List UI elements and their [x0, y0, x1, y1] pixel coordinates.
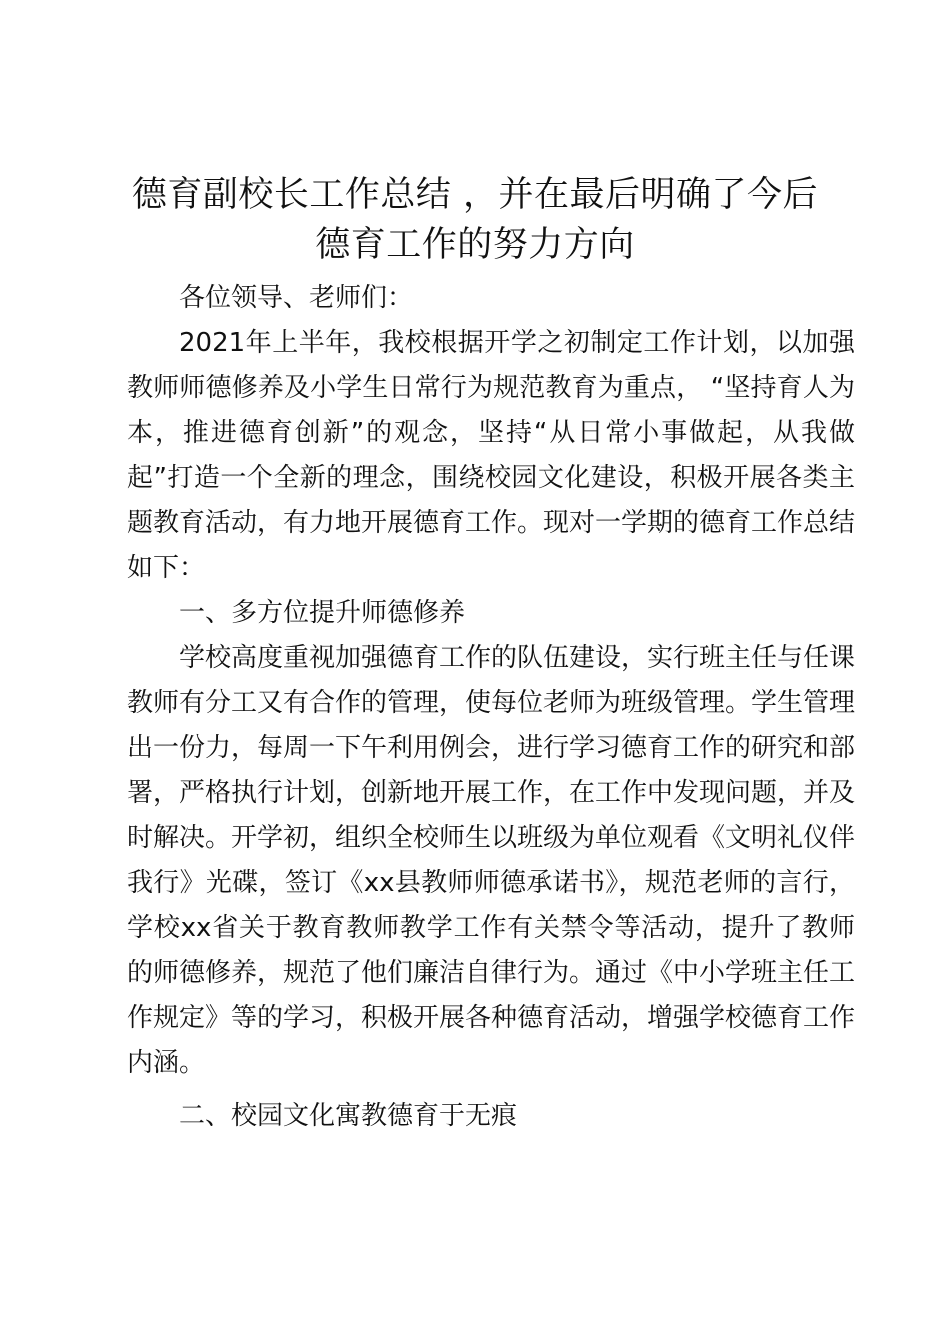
section-heading-1: 一、多方位提升师德修养: [179, 598, 466, 628]
document-body: [127, 276, 855, 1139]
greeting: 各位领导、老师们：: [179, 283, 414, 313]
title-line-2: 德育工作的努力方向: [315, 225, 635, 265]
paragraph-section-1: 学校高度重视加强德育工作的队伍建设，实行班主任与任课教师有分工又有合作的管理，使每位老师为班级管理。学生管理出一份力，每周一下午利用例会，进行学习德育工作的研究和部署，严格执行计划，创新地开展工作，在工作中发现问题，并及时解决。开学初，组织全校师生以班级为单位观看《文明礼仪伴我行》光碟，签订《xx县教师师德承诺书》，规范老师的言行，学校xx省关于教育教师教学工作有关禁令等活动，提升了教师的师德修养，规范了他们廉洁自律行为。通过《中小学班主任工作规定》等的学习，积极开展各种德育活动，增强学校德育工作内涵。: [127, 643, 856, 1078]
section-heading-2: 二、校园文化寓教德育于无痕: [179, 1101, 518, 1131]
title-line-1: 德育副校长工作总结 ，并在最后明确了今后: [131, 175, 819, 215]
paragraph-intro: 2021年上半年，我校根据开学之初制定工作计划，以加强教师师德修养及小学生日常行为规范教育为重点， “坚持育人为本，推进德育创新”的观念，坚持“从日常小事做起，从我做起”打造一个全新的理念，围绕校园文化建设，积极开展各类主题教育活动，有力地开展德育工作。现对一学期的德育工作总结如下：: [127, 328, 856, 583]
document-title: [110, 170, 840, 270]
